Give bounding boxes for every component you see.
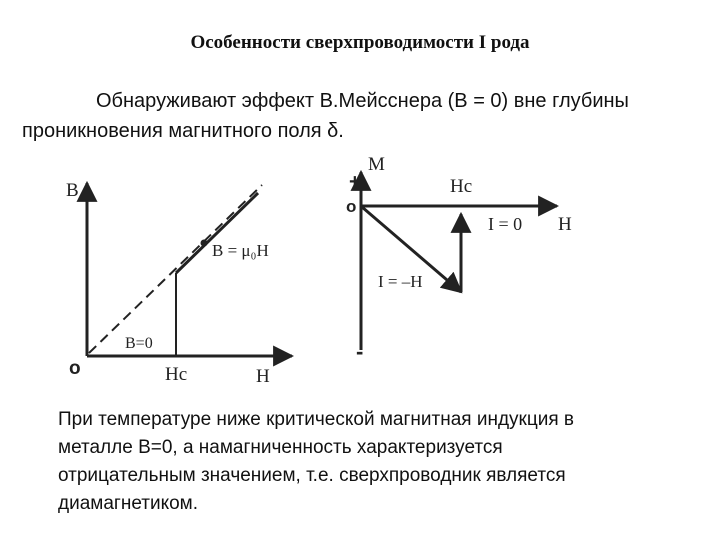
left-origin-label: o xyxy=(69,358,81,379)
conclusion-line-2: металле В=0, а намагниченность характеризуется xyxy=(58,437,503,458)
right-plus-label: + xyxy=(349,171,361,193)
slide-title: Особенности сверхпроводимости I рода xyxy=(190,32,530,53)
intro-line-2: проникновения магнитного поля δ. xyxy=(22,120,344,142)
intro-line-1: Обнаруживают эффект В.Мейсснера (В = 0) вне глубины xyxy=(96,90,629,112)
conclusion-line-3: отрицательным значением, т.е. сверхпроводник является xyxy=(58,465,566,486)
right-plot xyxy=(346,154,572,364)
left-plot xyxy=(66,180,292,387)
right-neg-label: I = –H xyxy=(378,272,423,291)
right-x-label: H xyxy=(558,214,572,235)
left-solid-line xyxy=(176,193,258,273)
left-hc-label: Hc xyxy=(165,364,188,385)
conclusion-paragraph xyxy=(58,406,698,518)
left-point-marker xyxy=(201,240,208,247)
conclusion-line-4: диамагнетиком. xyxy=(58,493,199,514)
conclusion-line-1: При температуре ниже критической магнитная индукция в xyxy=(58,409,574,430)
left-b0-label: B=0 xyxy=(125,335,153,352)
right-hc-label: Hc xyxy=(450,176,473,197)
left-line-label: B = μ₀H xyxy=(212,241,269,260)
right-zero-label: I = 0 xyxy=(488,214,523,234)
right-m-label: M xyxy=(368,154,385,175)
right-origin-label: o xyxy=(346,197,357,216)
right-minus-label: - xyxy=(356,339,364,364)
left-y-label: B xyxy=(66,180,79,201)
left-x-label: H xyxy=(256,366,270,387)
